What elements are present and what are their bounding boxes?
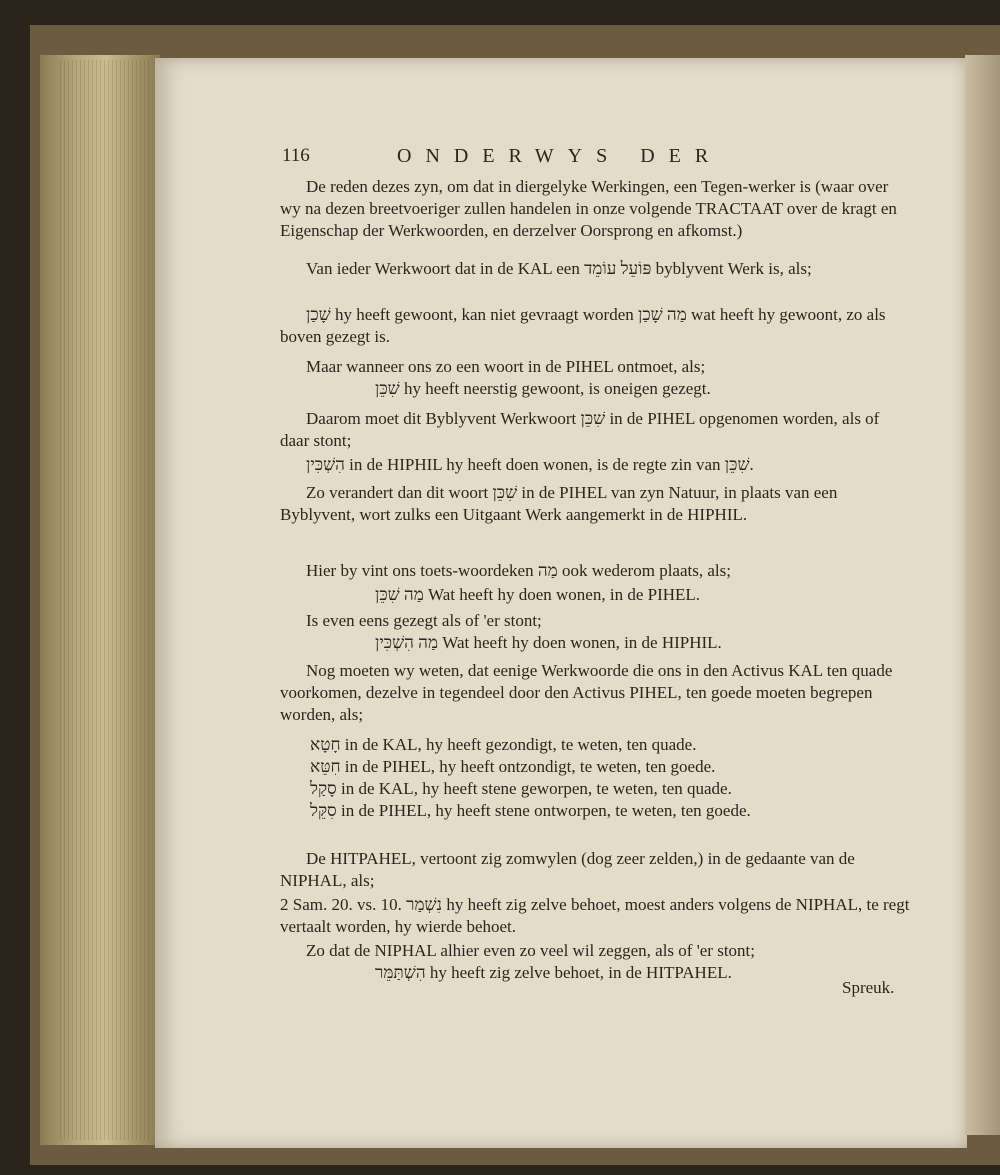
paragraph: מַה הִשְׁכִּין Wat heeft hy doen wonen, in de HIPHIL. [375, 633, 722, 652]
paragraph: Daarom moet dit Byblyvent Werkwoort שִׁכֵּן in de PIHEL opgenomen worden, als of daar stont; [280, 409, 880, 450]
list-item: סָקַל in de KAL, hy heeft stene geworpen, te weten, ten quade. [310, 779, 732, 798]
paragraph: מַה שִׁכֵּן Wat heeft hy doen wonen, in de PIHEL. [375, 585, 701, 604]
paragraph: Hier by vint ons toets-woordeken מַה ook wederom plaats, als; [306, 561, 731, 580]
list-item: חָטָא in de KAL, hy heeft gezondigt, te weten, ten quade. [310, 735, 697, 754]
paragraph: 2 Sam. 20. vs. 10. נִשְׁמַר hy heeft zig zelve behoet, moest anders volgens de NIPHAL, te regt vertaalt worden, hy wierde behoet. [280, 895, 910, 936]
paragraph: Maar wanneer ons zo een woort in de PIHEL ontmoet, als; [306, 357, 706, 376]
list-item: חִטֵּא in de PIHEL, hy heeft ontzondigt, te weten, ten goede. [310, 757, 716, 776]
running-head: ONDERWYS DER [397, 145, 723, 167]
paragraph: Zo dat de NIPHAL alhier even zo veel wil zeggen, als of 'er stont; [306, 941, 756, 960]
paragraph: Van ieder Werkwoort dat in de KAL een פּוֹעֵל עוֹמֵד byblyvent Werk is, als; [306, 259, 812, 278]
paragraph: Is even eens gezegt als of 'er stont; [306, 611, 542, 630]
paragraph: De reden dezes zyn, om dat in diergelyke Werkingen, een Tegen-werker is (waar over wy na dezen breetvoeriger zullen handelen in onze volgende TRACTAAT over de kragt en Eigenschap der Werkwoorden, en derzelver Oorsprong en afkomst.) [280, 177, 897, 240]
example-list [280, 734, 940, 822]
paragraph: שִׁכֵּן hy heeft neerstig gewoont, is oneigen gezegt. [375, 379, 711, 398]
paragraph: הִשְׁתַּמֵּר hy heeft zig zelve behoet, in de HITPAHEL. [375, 963, 732, 982]
page-number: 116 [282, 145, 310, 166]
paragraph: De HITPAHEL, vertoont zig zomwylen (dog zeer zelden,) in de gedaante van de NIPHAL, als; [280, 849, 855, 890]
paragraph: הִשְׁכִּין in de HIPHIL hy heeft doen wonen, is de regte zin van שִׁכֵּן. [306, 455, 754, 474]
page-edge-lines [60, 60, 150, 1140]
page-header [282, 145, 902, 171]
paragraph: Nog moeten wy weten, dat eenige Werkwoorde die ons in den Activus KAL ten quade voorkomen, dezelve in tegendeel door den Activus PIHEL, ten goede moeten begrepen worden, als; [280, 661, 893, 724]
paragraph: שָׁכַן hy heeft gewoont, kan niet gevraagt worden מַה שָׁכַן wat heeft hy gewoont, zo als boven gezegt is. [280, 305, 886, 346]
paragraph: Zo verandert dan dit woort שִׁכֵּן in de PIHEL van zyn Natuur, in plaats van een Byblyvent, wort zulks een Uitgaant Werk aangemerkt in de HIPHIL. [280, 483, 838, 524]
catchword: Spreuk. [842, 978, 895, 997]
list-item: סִקֵּל in de PIHEL, hy heeft stene ontworpen, te weten, ten goede. [310, 801, 751, 820]
